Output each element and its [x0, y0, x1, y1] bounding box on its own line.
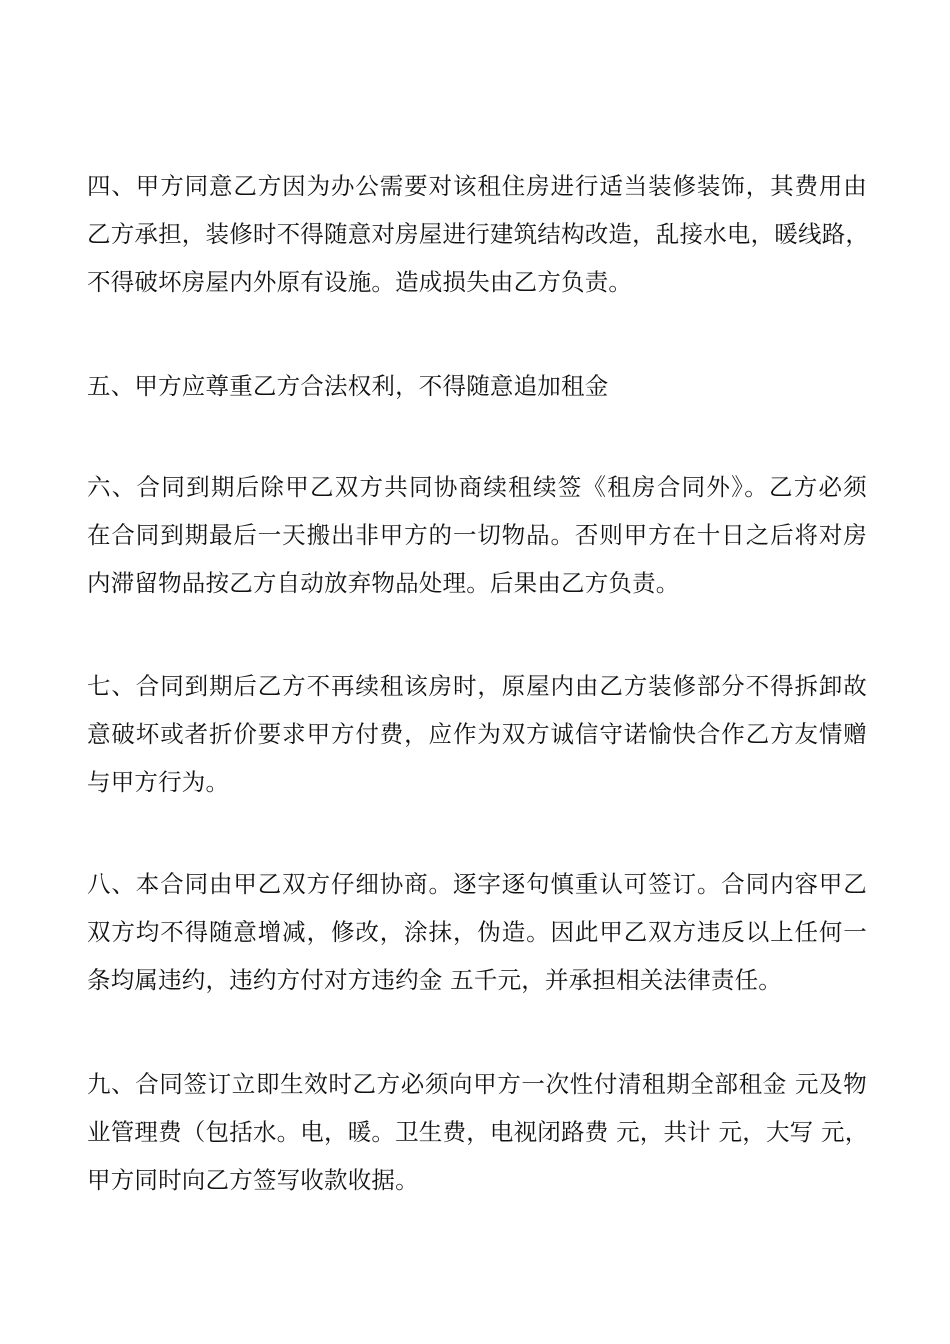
- clause-6: [87, 463, 867, 607]
- clause-4: [87, 162, 870, 306]
- clause-9-line-2: 业管理费（包括水。电，暖。卫生费，电视闭路费 元，共计 元，大写 元，: [87, 1118, 869, 1146]
- clause-8-line-3: 条均属违约，违约方付对方违约金 五千元，并承担相关法律责任。: [87, 966, 782, 994]
- clause-5: [87, 362, 867, 410]
- clause-4-line-3: 不得破坏房屋内外原有设施。造成损失由乙方负责。: [87, 268, 633, 296]
- clause-7-line-3: 与甲方行为。: [87, 768, 230, 796]
- clause-4-line-2: 乙方承担，装修时不得随意对房屋进行建筑结构改造，乱接水电，暖线路，: [87, 220, 870, 248]
- clause-7: [87, 662, 867, 806]
- clause-9: [87, 1060, 867, 1204]
- clause-7-line-1: 七、合同到期后乙方不再续租该房时，原屋内由乙方装修部分不得拆卸故: [87, 672, 867, 700]
- clause-6-line-1: 六、合同到期后除甲乙双方共同协商续租续签《租房合同外》。乙方必须: [87, 473, 867, 501]
- clause-6-line-2: 在合同到期最后一天搬出非甲方的一切物品。否则甲方在十日之后将对房: [87, 521, 867, 549]
- clause-7-line-2: 意破坏或者折价要求甲方付费，应作为双方诚信守诺愉快合作乙方友情赠: [87, 720, 867, 748]
- clause-8-line-2: 双方均不得随意增减，修改，涂抹，伪造。因此甲乙双方违反以上任何一: [87, 918, 867, 946]
- clause-5-line-1: 五、甲方应尊重乙方合法权利，不得随意追加租金: [87, 372, 609, 400]
- clause-4-line-1: 四、甲方同意乙方因为办公需要对该租住房进行适当装修装饰，其费用由: [87, 172, 867, 200]
- clause-8: [87, 860, 867, 1004]
- clause-9-line-3: 甲方同时向乙方签写收款收据。: [87, 1166, 419, 1194]
- clause-6-line-3: 内滞留物品按乙方自动放弃物品处理。后果由乙方负责。: [87, 569, 680, 597]
- clause-8-line-1: 八、本合同由甲乙双方仔细协商。逐字逐句慎重认可签订。合同内容甲乙: [87, 870, 867, 898]
- clause-9-line-1: 九、合同签订立即生效时乙方必须向甲方一次性付清租期全部租金 元及物: [87, 1070, 867, 1098]
